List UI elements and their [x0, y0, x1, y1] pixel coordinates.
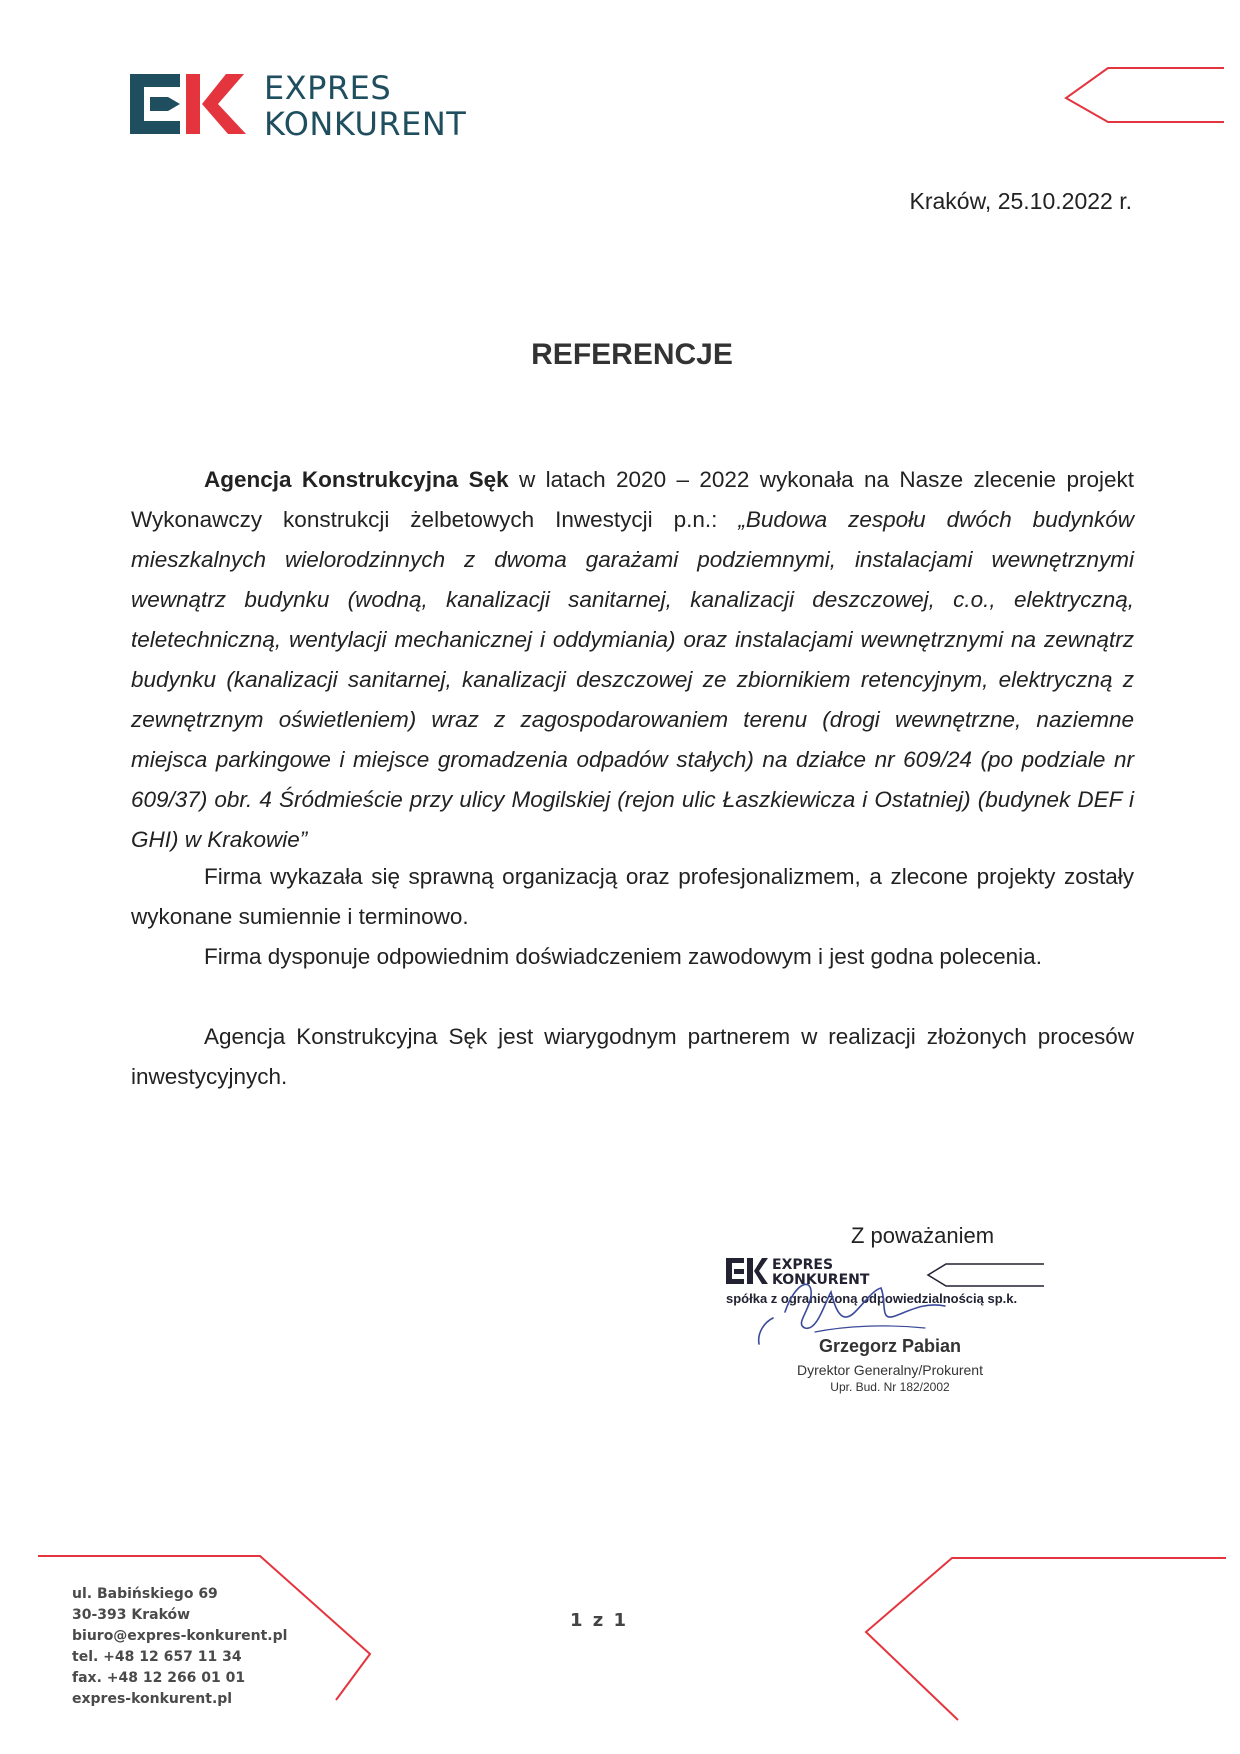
logo-text-line1: EXPRES	[264, 69, 392, 107]
footer-city: 30-393 Kraków	[72, 1607, 191, 1623]
logo-text-line2: KONKURENT	[264, 105, 467, 143]
footer-email[interactable]: biuro@expres-konkurent.pl	[72, 1628, 288, 1644]
logo-mark	[128, 70, 248, 142]
page-number: 1 z 1	[570, 1610, 629, 1631]
company-name: Agencja Konstrukcyjna Sęk	[204, 467, 509, 492]
stamp-company-form: spółka z ograniczoną odpowiedzialnością sp.k.	[726, 1291, 1018, 1306]
document-date: Kraków, 25.10.2022 r.	[909, 188, 1132, 214]
document-title: REFERENCJE	[531, 338, 733, 371]
signatory-name: Grzegorz Pabian	[818, 1336, 962, 1356]
project-title-quote: „Budowa zespołu dwóch budynków mieszkalnych wielorodzinnych z dwoma garażami podziemnymi, instalacjami wewnętrznymi wewnątrz budynku (wodną, kanalizacji sanitarnej, kanalizacji deszczowej, c.o., elektryczną, teletechniczną, wentylacji mechanicznej i oddymiania) oraz instalacjami wewnętrznymi na zewnątrz budynku (kanalizacji sanitarnej, kanalizacji deszczowej ze zbiornikiem retencyjnym, elektryczną z zewnętrznym oświetleniem) wraz z zagospodarowaniem terenu (drogi wewnętrzne, naziemne miejsca parkingowe i miejsce gromadzenia odpadów stałych) na działce nr 609/24 (po podziale nr 609/37) obr. 4 Śródmieście przy ulicy Mogilskiej (rejon ulic Łaszkiewicza i Ostatniej) (budynek DEF i GHI) w Krakowie”	[131, 507, 1134, 852]
paragraph-4: Agencja Konstrukcyjna Sęk jest wiarygodnym partnerem w realizacji złożonych procesów inwestycyjnych.	[131, 1024, 1134, 1089]
stamp-logo-line1: EXPRES	[772, 1257, 834, 1273]
footer-address	[72, 1584, 287, 1710]
footer-street: ul. Babińskiego 69	[72, 1586, 218, 1602]
stamp-logo-line2: KONKURENT	[772, 1272, 870, 1288]
footer-fax: fax. +48 12 266 01 01	[72, 1670, 246, 1686]
closing-salutation: Z poważaniem	[851, 1223, 995, 1248]
paragraph-1-text: w latach 2020 – 2022 wykonała na Nasze zlecenie projekt Wykonawczy konstrukcji żelbetowych Inwestycji p.n.:	[131, 467, 1134, 532]
signatory-role: Dyrektor Generalny/Prokurent	[797, 1362, 983, 1378]
paragraph-3: Firma dysponuje odpowiednim doświadczeniem zawodowym i jest godna polecenia.	[204, 944, 1042, 969]
paragraph-2: Firma wykazała się sprawną organizacją oraz profesjonalizmem, a zlecone projekty zostały wykonane sumiennie i terminowo.	[131, 864, 1134, 929]
company-logo	[128, 70, 528, 142]
handwritten-signature	[755, 1272, 985, 1352]
paragraph-1	[131, 460, 1134, 860]
footer-website[interactable]: expres-konkurent.pl	[72, 1691, 233, 1707]
footer-phone: tel. +48 12 657 11 34	[72, 1649, 242, 1665]
signatory-license: Upr. Bud. Nr 182/2002	[830, 1380, 950, 1394]
